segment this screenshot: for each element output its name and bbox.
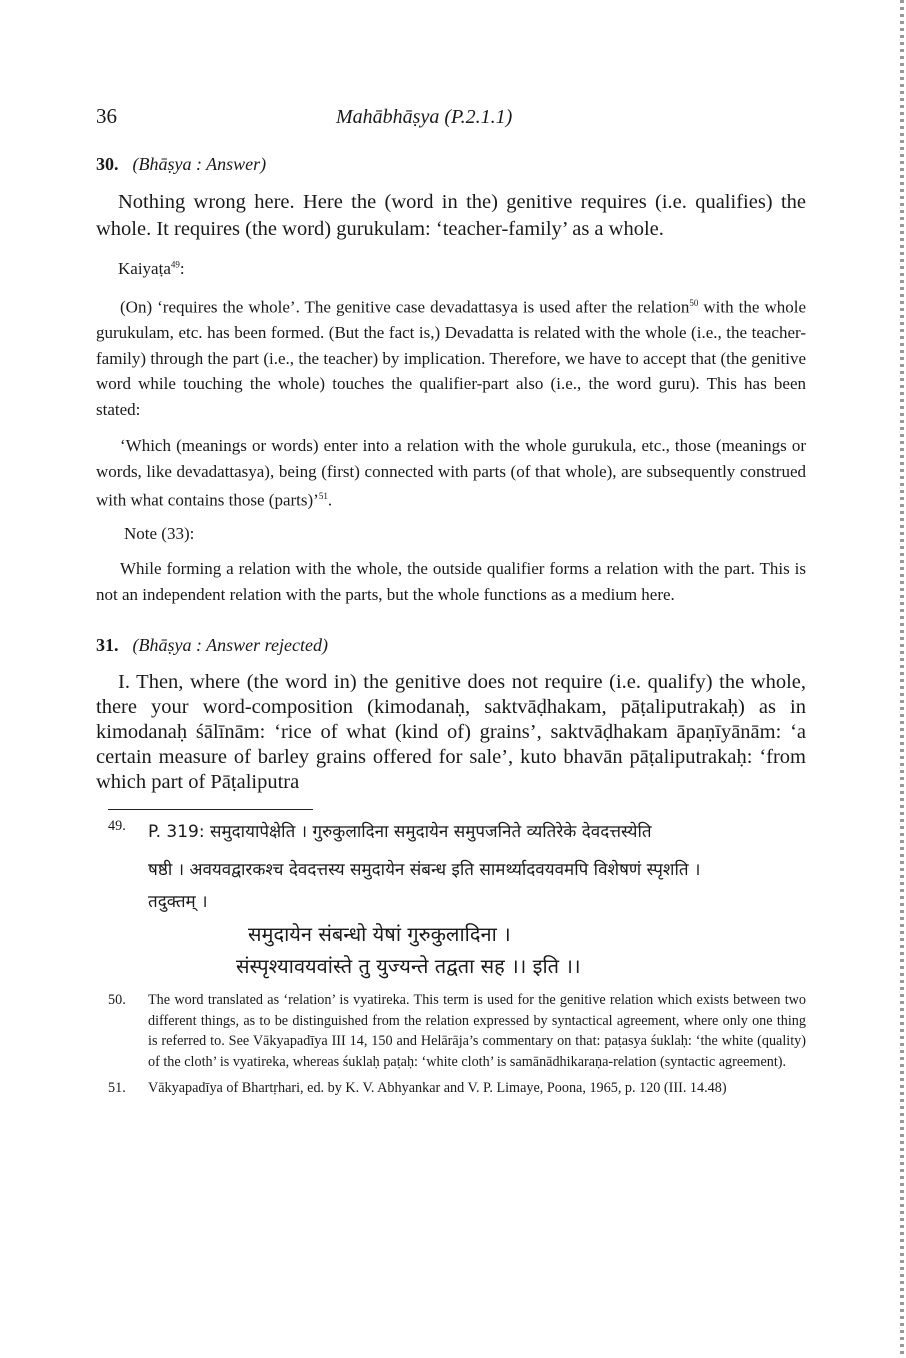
- footnote-51-text: Vākyapadīya of Bhartṛhari, ed. by K. V. Abhyankar and V. P. Limaye, Poona, 1965, p. 120 (III. 14.48): [148, 1080, 727, 1097]
- note-33-label: Note (33):: [124, 524, 195, 544]
- section-30-number: 30.: [96, 154, 119, 174]
- running-title: Mahābhāṣya (P.2.1.1): [336, 106, 513, 128]
- footnote-rule: [108, 809, 313, 810]
- page-number: 36: [96, 104, 117, 128]
- section-31-heading: [96, 635, 806, 656]
- footnote-ref-50: 50: [689, 298, 699, 308]
- footnote-49-line-1: P. 319: समुदायापेक्षेति । गुरुकुलादिना समुदायेन समुपजनिते व्यतिरेके देवदत्तस्येति: [148, 822, 652, 843]
- footnote-49-number: 49.: [108, 818, 126, 835]
- footnote-50: [96, 990, 806, 1072]
- section-30-label: (Bhāṣya : Answer): [132, 154, 267, 174]
- kaiyata-heading: Kaiyaṭa$^{49}$:: [118, 259, 185, 278]
- footnote-51-number: 51.: [108, 1080, 126, 1097]
- kaiyata-paragraph-2: [96, 433, 806, 513]
- kaiyata-p2-end: .: [327, 490, 333, 510]
- footnote-49-verse-1: समुदायेन संबन्धो येषां गुरुकुलादिना ।: [248, 922, 511, 947]
- page: [96, 92, 806, 1105]
- section-30-paragraph: Nothing wrong here. Here the (word in the) genitive requires (i.e. qualifies) the whole. It requires (the word) gurukulam: ‘teacher-family’ as a whole.: [96, 191, 806, 240]
- section-31-paragraph: I. Then, where (the word in) the genitive does not require (i.e. qualify) the whole, there your word-composition (kimodanaḥ, saktvāḍhakam, pāṭaliputrakaḥ) as in kimodanaḥ śālīnām: ‘rice of what (kind of) grains’, saktvāḍhakam āpaṇīyānām: ‘a certain measure of barley grains offered for sale’, kuto bhavān pāṭaliputrakaḥ: ‘from which part of Pāṭaliputra: [96, 671, 806, 794]
- footnote-49-verse-2: संस्पृश्यावयवांस्ते तु युज्यन्ते तद्वता सह ।। इति ।।: [236, 954, 581, 979]
- footnote-49: [96, 816, 806, 848]
- footnote-49-line-3: तदुक्तम् ।: [148, 892, 208, 913]
- section-31-label: (Bhāṣya : Answer rejected): [132, 635, 328, 656]
- kaiyata-p1-text-a: (On) ‘requires the whole’. The genitive case devadattasya is used after the relation: [120, 297, 690, 317]
- footnote-50-text: The word translated as ‘relation’ is vyatireka. This term is used for the genitive relation which exists between two different things, as to be distinguished from the relation expressed by syntactical agreement, where only one thing is referred to. See Vākyapadīya III 14, 150 and Helārāja’s commentary on that: paṭasya śuklaḥ: ‘the white (quality) of the cloth’ is vyatireka, whereas śuklaḥ paṭaḥ: ‘white cloth’ is samānādhikaraṇa-relation (syntactic agreement).: [148, 992, 806, 1070]
- footnote-51: [96, 1078, 806, 1099]
- footnote-ref-51: 51: [318, 491, 328, 502]
- kaiyata-label: Kaiyaṭa: [118, 259, 171, 278]
- footnote-49-line-2: षष्ठी । अवयवद्वारकश्च देवदत्तस्य समुदायेन संबन्ध इति सामर्थ्यादवयवमपि विशेषणं स्पृशति ।: [148, 860, 701, 881]
- scan-edge: [900, 0, 904, 1358]
- footnote-ref-49: 49: [170, 259, 180, 270]
- page-header: [96, 92, 806, 130]
- kaiyata-p1-text-b: with the whole gurukulam, etc. has been formed. (But the fact is,) Devadatta is related with the whole (i.e., the teacher-family) through the part (i.e., the teacher) by implication. Therefore, we have to accept that (the genitive word while touching the whole) touches the qualifier-part also (i.e., the word guru). This has been stated:: [96, 297, 806, 419]
- section-30-heading: [96, 154, 806, 175]
- section-31-number: 31.: [96, 635, 119, 656]
- note-33-text: While forming a relation with the whole, the outside qualifier forms a relation with the part. This is not an independent relation with the parts, but the whole functions as a medium here.: [96, 559, 806, 604]
- kaiyata-p2-text: ‘Which (meanings or words) enter into a relation with the whole gurukula, etc., those (meanings or words, like devadattasya), being (first) connected with parts (of that whole), are subsequently construed with what contains those (parts)’: [96, 436, 806, 510]
- footnote-50-number: 50.: [108, 992, 126, 1009]
- kaiyata-paragraph-1: [96, 291, 806, 422]
